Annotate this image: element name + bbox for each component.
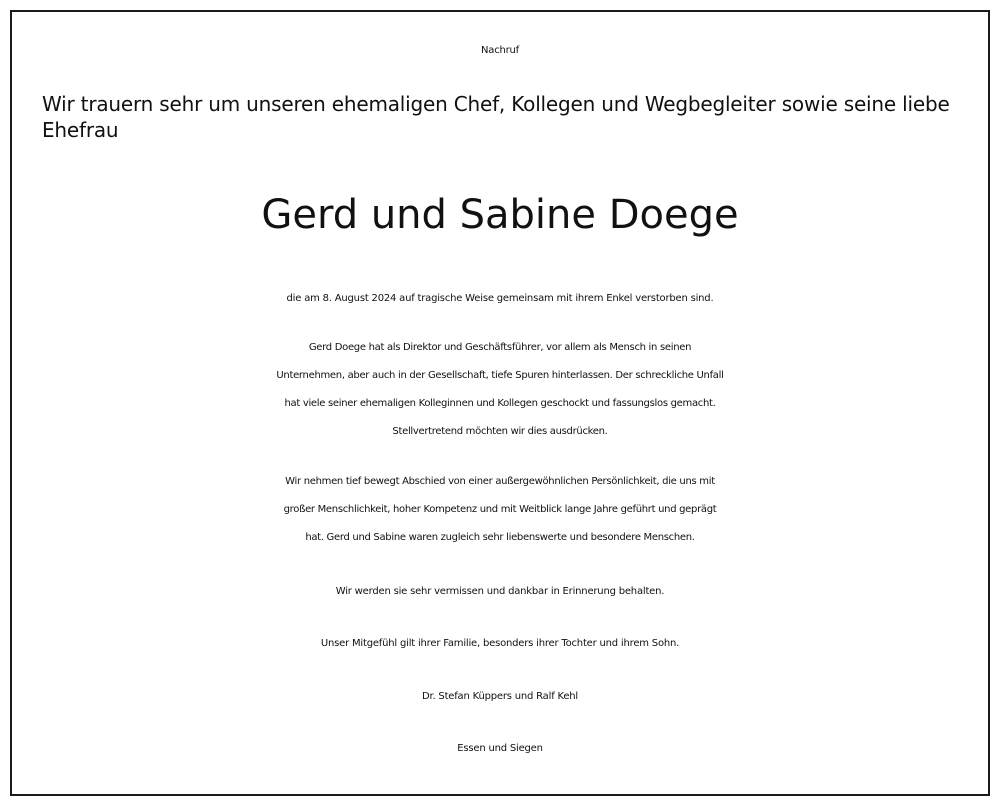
paragraph-line: großer Menschlichkeit, hoher Kompetenz und mit Weitblick lange Jahre geführt und geprägt [283,504,717,515]
intro-line-2: Ehefrau [42,118,119,142]
location: Essen und Siegen [457,743,543,754]
paragraph-line: Unternehmen, aber auch in der Gesellschaft, tiefe Spuren hinterlassen. Der schreckliche Unfall [276,370,724,381]
paragraph-line: Wir nehmen tief bewegt Abschied von einer außergewöhnlichen Persönlichkeit, die uns mit [285,476,715,487]
obituary-notice [12,12,988,794]
paragraph-line: hat viele seiner ehemaligen Kolleginnen und Kollegen geschockt und fassungslos gemacht. [284,398,716,409]
paragraph-line: Gerd Doege hat als Direktor und Geschäftsführer, vor allem als Mensch in seinen [308,342,692,353]
paragraph-remembrance: Wir werden sie sehr vermissen und dankbar in Erinnerung behalten. [335,586,665,597]
subtitle-line: die am 8. August 2024 auf tragische Weise gemeinsam mit ihrem Enkel verstorben sind. [286,293,714,304]
paragraph-condolence: Unser Mitgefühl gilt ihrer Familie, besonders ihrer Tochter und ihrem Sohn. [320,638,680,649]
notice-border [10,10,990,796]
notice-heading: Nachruf [480,45,519,56]
deceased-names: Gerd und Sabine Doege [261,192,739,238]
intro-line-1: Wir trauern sehr um unseren ehemaligen Chef, Kollegen und Wegbegleiter sowie seine liebe [42,92,950,116]
paragraph-farewell [12,468,988,552]
paragraph-tribute [12,334,988,446]
paragraph-line: hat. Gerd und Sabine waren zugleich sehr liebenswerte und besondere Menschen. [305,532,695,543]
paragraph-line: Stellvertretend möchten wir dies ausdrücken. [392,426,608,437]
signatories: Dr. Stefan Küppers und Ralf Kehl [421,691,579,702]
